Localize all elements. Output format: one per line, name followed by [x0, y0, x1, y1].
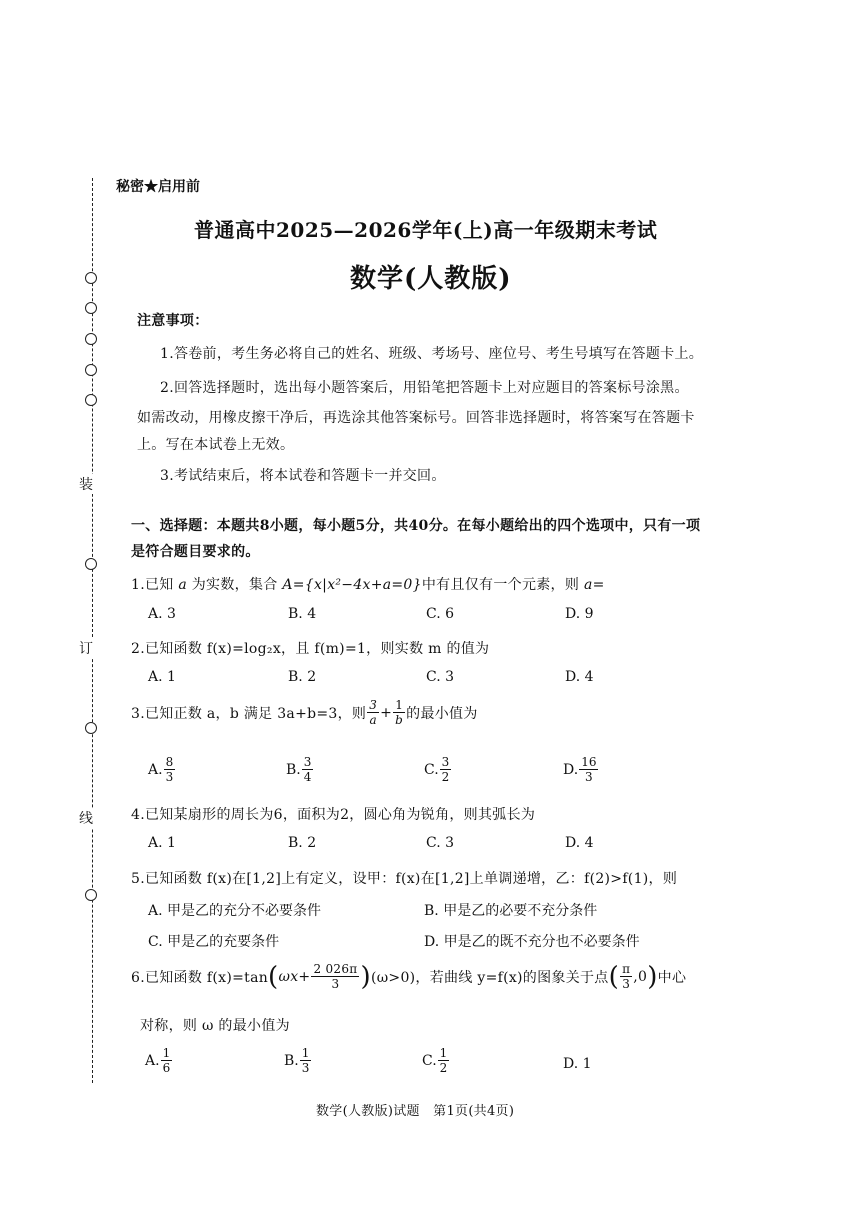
q3-fraction-2: $\frac{1}{b}$ — [395, 698, 404, 727]
exam-title: 普通高中2025—2026学年(上)高一年级期末考试 — [194, 218, 658, 242]
q6-option-d: D. 1 — [563, 1056, 592, 1072]
q1-option-b: B. 4 — [288, 606, 317, 622]
notice-item: 1.答卷前，考生务必将自己的姓名、班级、考场号、座位号、考生号填写在答题卡上。 — [160, 346, 704, 362]
notice-item: 上。写在本试卷上无效。 — [137, 437, 295, 453]
question-5: 5.已知函数 f(x)在[1,2]上有定义，设甲：f(x)在[1,2]上单调递增，乙：f(2)>f(1)，则 — [131, 871, 678, 887]
q5-option-a: A. 甲是乙的充分不必要条件 — [148, 903, 322, 919]
notice-item: 2.回答选择题时，选出每小题答案后，用铅笔把答题卡上对应题目的答案标号涂黑。 — [160, 380, 689, 396]
q5-option-c: C. 甲是乙的充要条件 — [148, 934, 280, 950]
section-heading: 一、选择题：本题共8小题，每小题5分，共40分。在每小题给出的四个选项中，只有一项 — [131, 518, 701, 534]
question-2: 2.已知函数 f(x)=log₂x，且 f(m)=1，则实数 m 的值为 — [131, 641, 490, 657]
notice-item: 3.考试结束后，将本试卷和答题卡一并交回。 — [160, 468, 446, 484]
question-1: 1.已知 a 为实数，集合 A={x|x²−4x+a=0}中有且仅有一个元素，则 a= — [131, 577, 605, 593]
q2-option-b: B. 2 — [288, 669, 317, 685]
q1-option-a: A. 3 — [148, 606, 176, 622]
q3-option-c: C. $\frac{3}{2}$ — [424, 755, 450, 784]
q6-option-c: C. $\frac{1}{2}$ — [422, 1046, 448, 1075]
q3-option-d: D. $\frac{16}{3}$ — [563, 755, 597, 784]
binding-hole — [85, 394, 97, 406]
binding-hole — [85, 722, 97, 734]
q5-option-d: D. 甲是乙的既不充分也不必要条件 — [424, 934, 640, 950]
question-6-cont: 对称，则 ω 的最小值为 — [140, 1018, 290, 1034]
secret-label: 秘密★启用前 — [116, 179, 200, 195]
binding-char-zhuang: 装 — [79, 474, 93, 494]
question-6: 6.已知函数 f(x)=tan ( ωx+ $\frac{2 026\pi}{3}$ ) (ω>0)，若曲线 y=f(x)的图象关于点 ( $\frac{\pi}{3}$ ,0 ) 中心 — [131, 961, 687, 992]
question-3: 3.已知正数 a，b 满足 3a+b=3，则 $\frac{3}{a}$ + $\frac{1}{b}$ 的最小值为 — [131, 698, 478, 727]
q3-option-a: A. $\frac{8}{3}$ — [148, 755, 174, 784]
q6-point-fraction: $\frac{\pi}{3}$ — [622, 962, 631, 991]
q6-fraction: $\frac{2 026\pi}{3}$ — [313, 962, 358, 991]
q5-option-b: B. 甲是乙的必要不充分条件 — [424, 903, 598, 919]
q4-option-d: D. 4 — [565, 835, 594, 851]
binding-hole — [85, 272, 97, 284]
binding-char-xian: 线 — [79, 808, 93, 828]
q4-option-c: C. 3 — [426, 835, 455, 851]
q2-option-c: C. 3 — [426, 669, 455, 685]
q1-option-d: D. 9 — [565, 606, 594, 622]
binding-hole — [85, 889, 97, 901]
q6-option-b: B. $\frac{1}{3}$ — [284, 1046, 310, 1075]
q6-option-a: A. $\frac{1}{6}$ — [145, 1046, 171, 1075]
question-4: 4.已知某扇形的周长为6，面积为2，圆心角为锐角，则其弧长为 — [131, 807, 536, 823]
q4-option-a: A. 1 — [148, 835, 176, 851]
q2-option-d: D. 4 — [565, 669, 594, 685]
exam-subtitle: 数学(人教版) — [350, 264, 512, 294]
binding-hole — [85, 302, 97, 314]
binding-char-ding: 订 — [79, 638, 93, 658]
q2-option-a: A. 1 — [148, 669, 176, 685]
q1-option-c: C. 6 — [426, 606, 455, 622]
q3-option-b: B. $\frac{3}{4}$ — [286, 755, 312, 784]
section-heading-cont: 是符合题目要求的。 — [131, 544, 260, 560]
q3-fraction-1: $\frac{3}{a}$ — [369, 698, 378, 727]
binding-hole — [85, 558, 97, 570]
q4-option-b: B. 2 — [288, 835, 317, 851]
binding-hole — [85, 364, 97, 376]
notice-heading: 注意事项： — [137, 313, 209, 329]
notice-item: 如需改动，用橡皮擦干净后，再选涂其他答案标号。回答非选择题时，将答案写在答题卡 — [137, 410, 695, 426]
binding-hole — [85, 333, 97, 345]
page-footer: 数学(人教版)试题 第1页(共4页) — [316, 1104, 515, 1119]
